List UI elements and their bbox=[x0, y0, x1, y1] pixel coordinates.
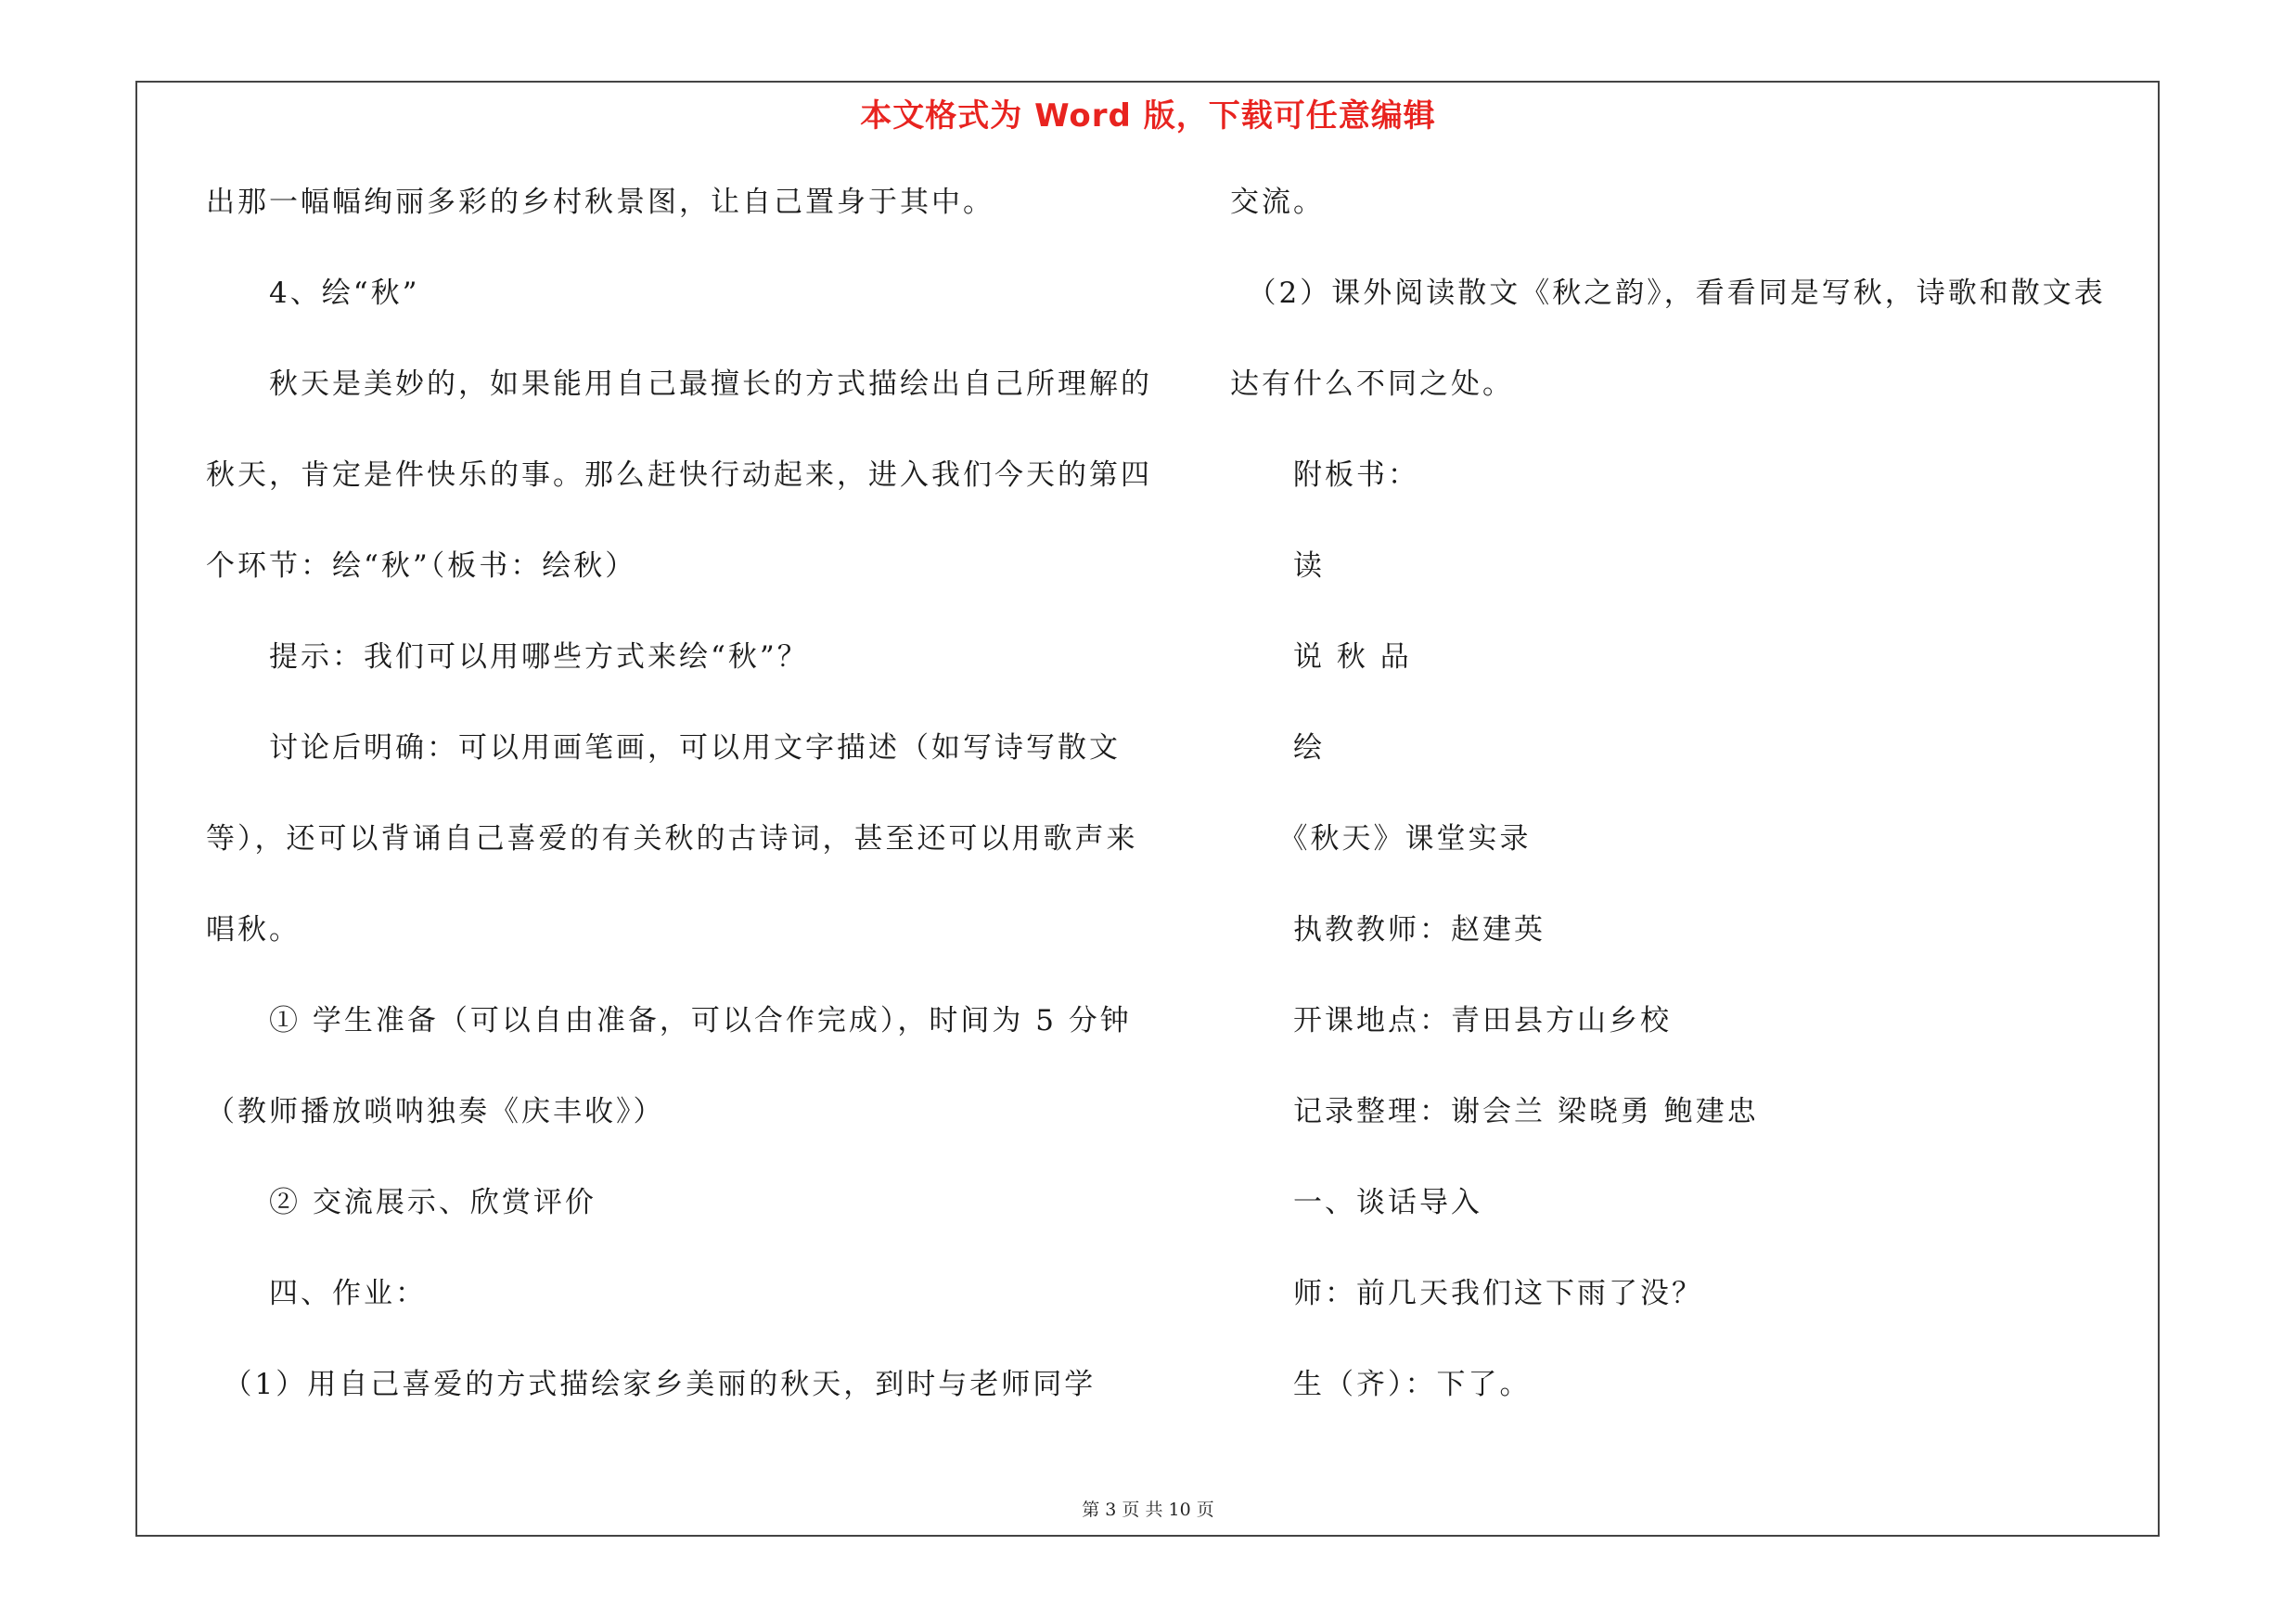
text-line: 一、谈话导入 bbox=[1230, 1186, 1482, 1219]
text-line: 执教教师：赵建英 bbox=[1230, 913, 1546, 947]
text-line: 交流。 bbox=[1230, 186, 1325, 219]
text-line: 唱秋。 bbox=[206, 913, 301, 947]
text-line: 达有什么不同之处。 bbox=[1230, 367, 1514, 401]
text-line: 秋天是美妙的，如果能用自己最擅长的方式描绘出自己所理解的 bbox=[206, 367, 1152, 401]
text-line: 个环节：绘“秋”（板书：绘秋） bbox=[206, 549, 637, 583]
text-line: 出那一幅幅绚丽多彩的乡村秋景图，让自己置身于其中。 bbox=[206, 186, 994, 219]
text-line: 秋天，肯定是件快乐的事。那么赶快行动起来，进入我们今天的第四 bbox=[206, 458, 1152, 492]
text-line: ① 学生准备（可以自由准备，可以合作完成），时间为 5 分钟 bbox=[206, 1004, 1132, 1037]
text-line: 附板书： bbox=[1230, 458, 1419, 492]
text-line: 4、绘“秋” bbox=[206, 277, 420, 310]
text-line: 开课地点：青田县方山乡校 bbox=[1230, 1004, 1672, 1037]
text-line: 读 bbox=[1230, 549, 1325, 583]
text-line: 记录整理：谢会兰 梁晓勇 鲍建忠 bbox=[1230, 1095, 1759, 1128]
text-line: （教师播放唢呐独奏《庆丰收》） bbox=[206, 1095, 665, 1128]
text-line: 等），还可以背诵自己喜爱的有关秋的古诗词，甚至还可以用歌声来 bbox=[206, 822, 1138, 856]
text-line: 四、作业： bbox=[206, 1277, 427, 1310]
text-line: 讨论后明确：可以用画笔画，可以用文字描述（如写诗写散文 bbox=[206, 731, 1121, 765]
page-number: 第 3 页 共 10 页 bbox=[1082, 1500, 1214, 1520]
text-line: ② 交流展示、欣赏评价 bbox=[206, 1186, 596, 1219]
text-line: 师：前几天我们这下雨了没？ bbox=[1230, 1277, 1703, 1310]
text-line: 生（齐）：下了。 bbox=[1230, 1368, 1532, 1401]
text-line: 说 秋 品 bbox=[1230, 640, 1412, 674]
text-line: 绘 bbox=[1230, 731, 1325, 765]
text-line: （2）课外阅读散文《秋之韵》，看看同是写秋，诗歌和散文表 bbox=[1230, 277, 2106, 310]
text-line: 《秋天》课堂实录 bbox=[1230, 822, 1532, 856]
text-line: （1）用自己喜爱的方式描绘家乡美丽的秋天，到时与老师同学 bbox=[206, 1368, 1097, 1401]
format-banner: 本文格式为 Word 版，下载可任意编辑 bbox=[860, 97, 1436, 135]
text-line: 提示：我们可以用哪些方式来绘“秋”？ bbox=[206, 640, 809, 674]
